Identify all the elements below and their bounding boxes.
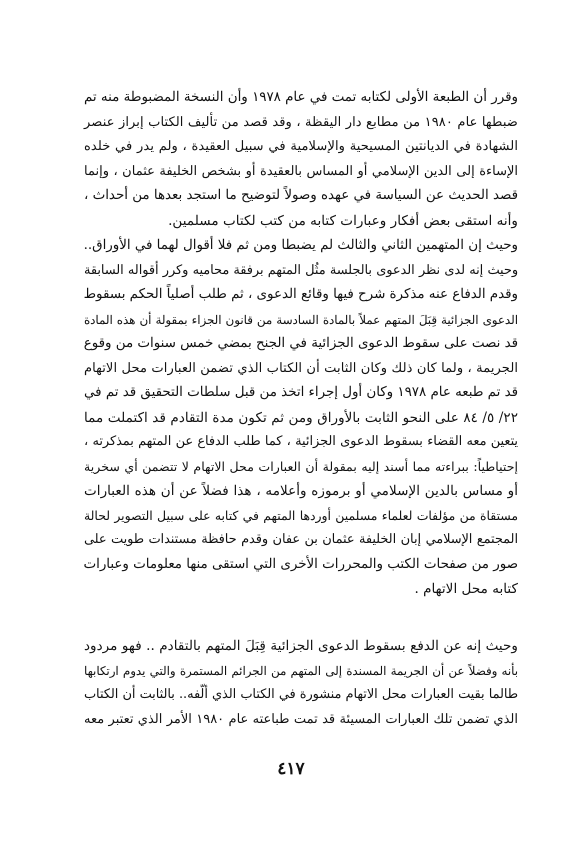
text-line: قد تم طبعه عام ١٩٧٨ وكان أول إجراء اتخذ من قبل سلطات التحقيق قد تم في	[84, 385, 519, 400]
text-line: الشهادة في الديانتين المسيحية والإسلامية في سبيل العقيدة ، ولم يدر في خلده	[84, 139, 518, 154]
text-line: وأنه استقى بعض أفكار وعبارات كتابه من كتب لكتاب مسلمين.	[168, 212, 518, 229]
text-line: صور من صفحات الكتب والمحررات الأخرى التي استقى منها معلومات وعبارات	[83, 556, 518, 572]
text-line: الذي تضمن تلك العبارات المسيئة قد تمت طباعته عام ١٩٨٠ الأمر الذي تعتبر معه	[84, 711, 518, 727]
text-line: أو مساس بالدين الإسلامي أو برموزه وأعلامه ، هذا فضلاً عن أن هذه العبارات	[84, 483, 518, 499]
text-line: يتعين معه القضاء بسقوط الدعوى الجزائية ، كما طلب الدفاع عن المتهم بمذكرته ،	[84, 434, 518, 449]
text-line: وقرر أن الطبعة الأولى لكتابه تمت في عام ١٩٧٨ وأن النسخة المضبوطة منه تم	[84, 90, 518, 105]
text-line: قد نصت على سقوط الدعوى الجزائية في الجنح بمضي خمس سنوات من وقوع	[83, 336, 518, 351]
text-line: بأنه وفضلاً عن أن الجريمة المسندة إلى المتهم من الجرائم المستمرة والتي يدوم ارتكابها	[84, 663, 518, 678]
text-line: قصد الحديث عن السياسة في عهده وصولاً لتوضيح ما استجد بعدها من أحداث ،	[84, 188, 518, 203]
text-line: كتابه محل الاتهام .	[414, 581, 518, 597]
text-line: المجتمع الإسلامي إبان الخليفة عثمان بن عفان وقدم حافظة مستندات طويت على	[84, 532, 518, 547]
text-line: طالما بقيت العبارات محل الاتهام منشورة في الكتاب الذي ألّفه.. بالثابت أن الكتاب	[84, 687, 518, 702]
paragraph-statute-limitation-ruling	[84, 634, 518, 732]
text-line: الإساءة إلى الدين الإسلامي أو المساس بالعقيدة أو بشخص الخليفة عثمان ، وإنما	[84, 163, 518, 179]
text-line: الدعوى الجزائية قِبَلَ المتهم عملاً بالمادة السادسة من قانون الجزاء بمقولة أن هذه المادة	[84, 312, 518, 327]
text-line: الجريمة ، ولما كان ذلك وكان الثابت أن الكتاب الذي تضمن العبارات محل الاتهام	[84, 360, 518, 376]
paragraph-publication-details	[84, 86, 518, 233]
paragraph-defense-arguments	[84, 234, 518, 602]
text-line: وحيث إنه لدى نظر الدعوى بالجلسة مثُل المتهم برفقة محاميه وكرر أقواله السابقة	[84, 262, 518, 278]
text-line: وحيث إنه عن الدفع بسقوط الدعوى الجزائية قِبَلَ المتهم بالتقادم .. فهو مردود	[84, 638, 518, 654]
text-line: مستقاة من مؤلفات لعلماء مسلمين أوردها المتهم في كتابه على سبيل التصوير لحالة	[84, 507, 518, 523]
text-line: ٢٢/ ٥/ ٨٤ على النحو الثابت بالأوراق ومن ثم تكون مدة التقادم قد اكتملت مما	[84, 409, 519, 426]
text-line: وقدم الدفاع عنه مذكرة شرح فيها وقائع الدعوى ، ثم طلب أصلياً الحكم بسقوط	[83, 287, 518, 302]
text-line: ضبطها عام ١٩٨٠ من مطابع دار اليقظة ، وقد قصد من تأليف الكتاب إبراز عنصر	[84, 114, 519, 130]
text-line: وحيث إن المتهمين الثاني والثالث لم يضبطا ومن ثم فلا أقوال لهما في الأوراق..	[83, 238, 518, 253]
page-number: ٤١٧	[277, 759, 305, 779]
text-line: إحتياطياً: ببراءته مما أسند إليه بمقولة أن العبارات محل الاتهام لا تتضمن أي سخرية	[84, 458, 518, 474]
